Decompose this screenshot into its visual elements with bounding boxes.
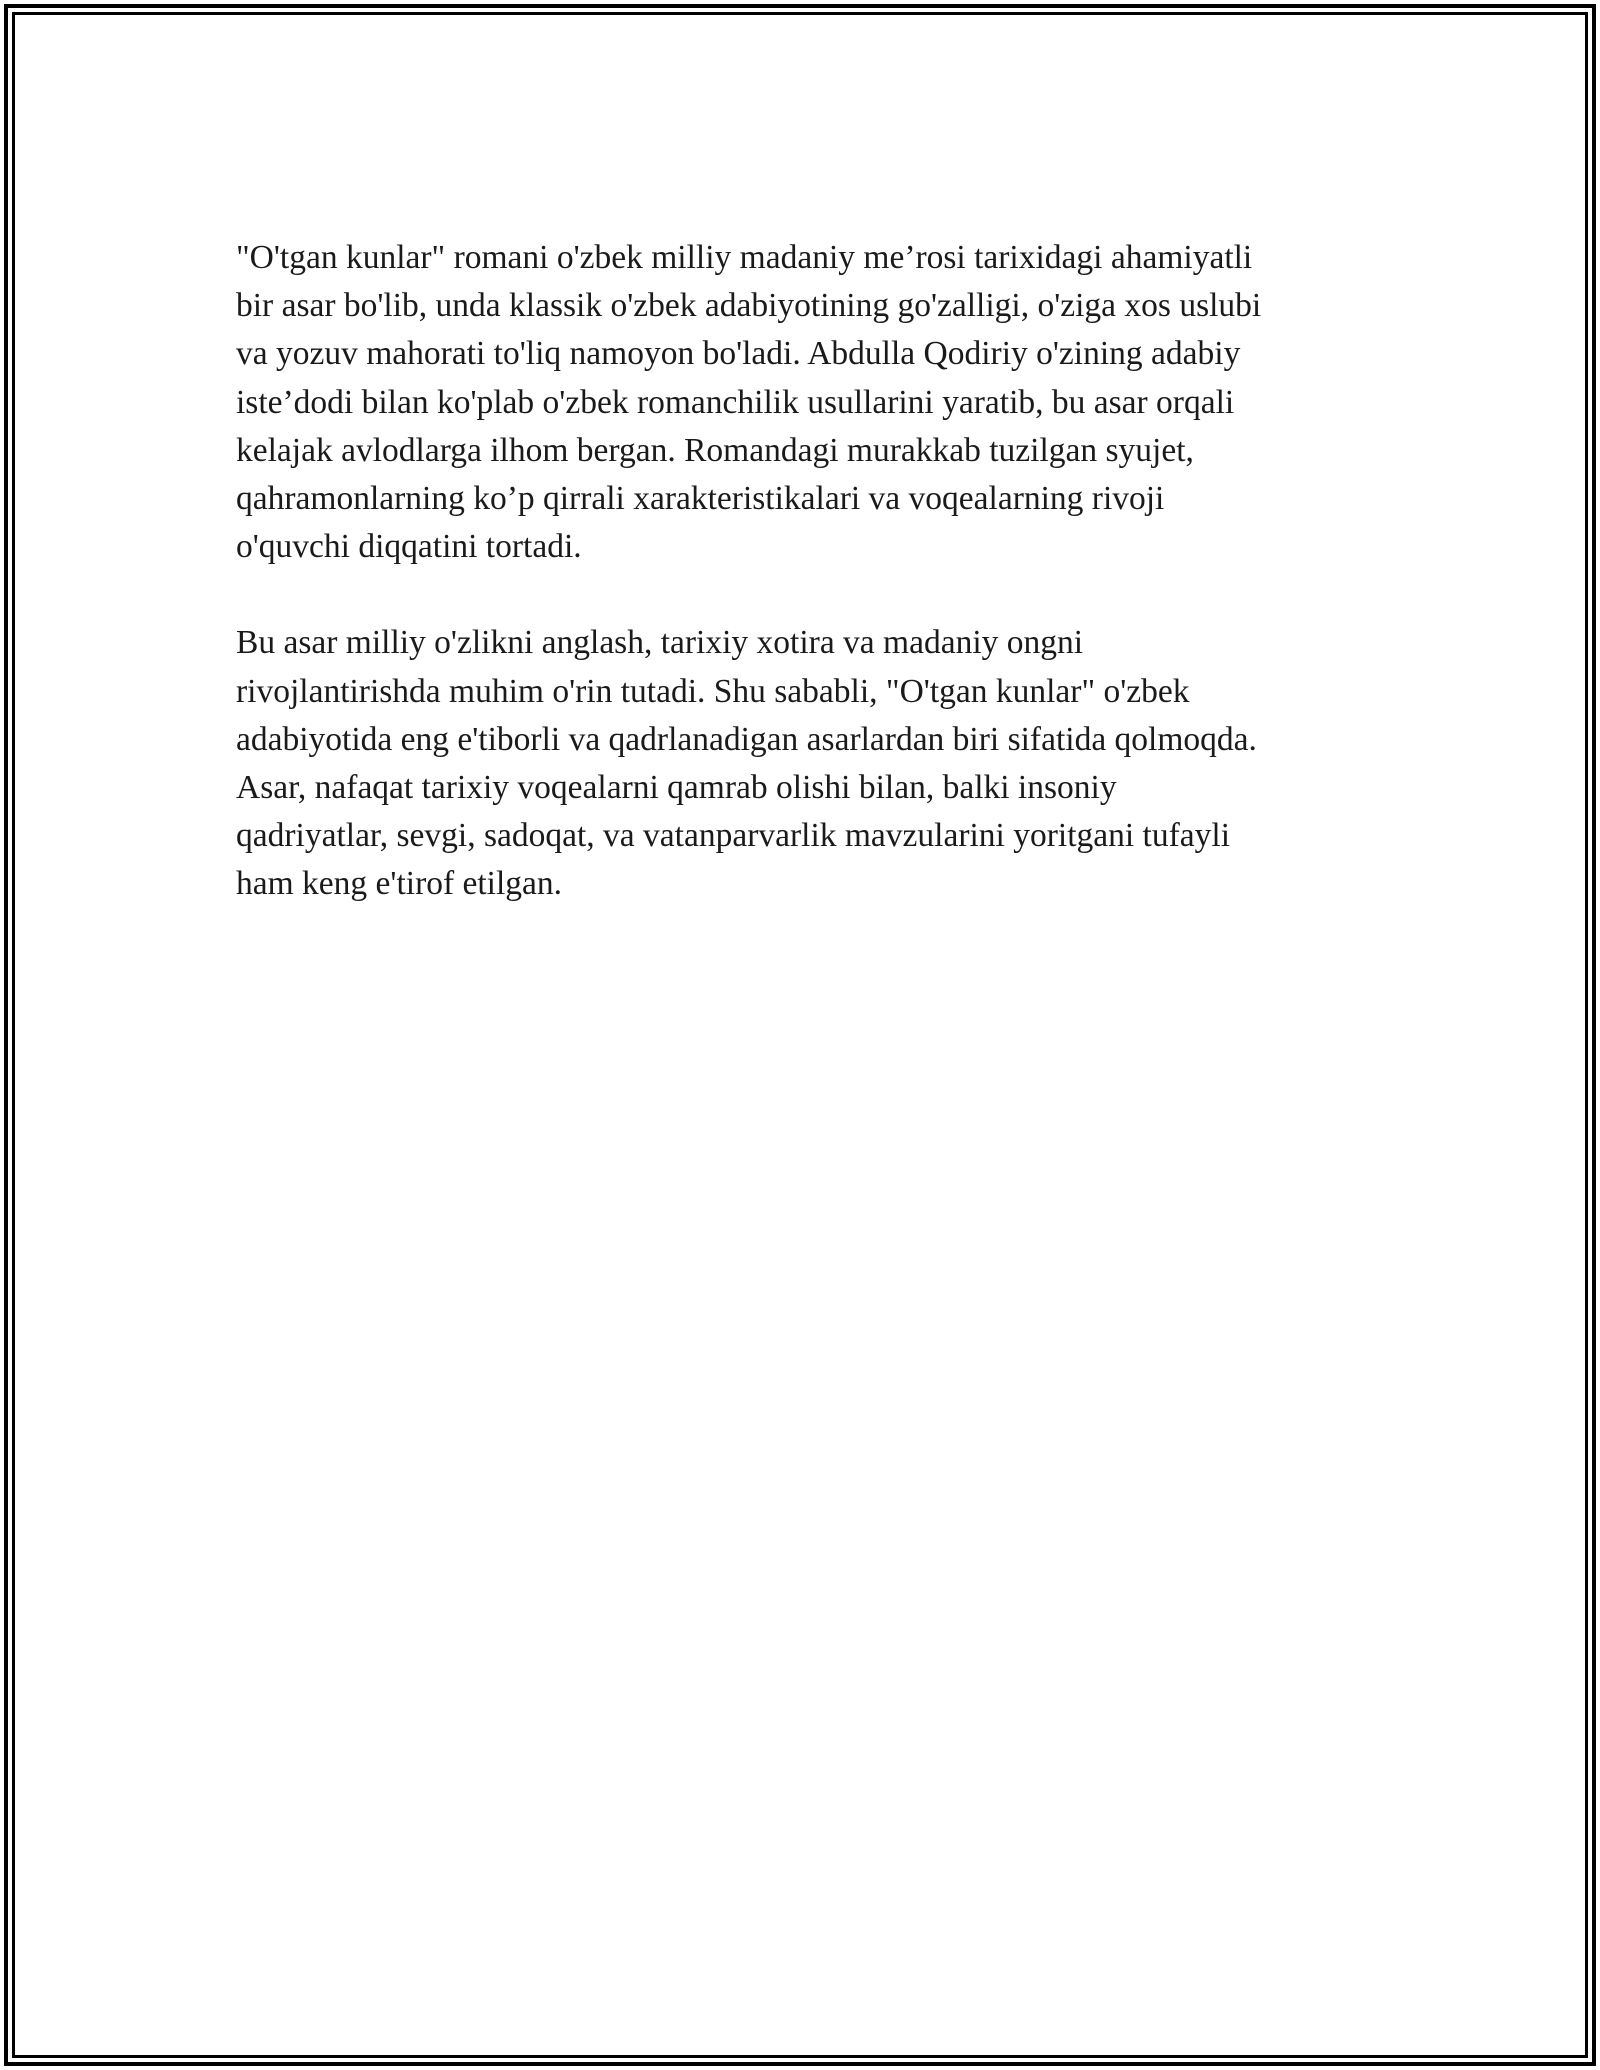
paragraph-1: "O'tgan kunlar" romani o'zbek milliy madaniy me’rosi tarixidagi ahamiyatli bir asar bo'lib, unda klassik o'zbek adabiyotining go'zalligi, o'ziga xos uslubi va yozuv mahorati to'liq namoyon bo'ladi. Abdulla Qodiriy o'zining adabiy iste’dodi bilan ko'plab o'zbek romanchilik usullarini yaratib, bu asar orqali kelajak avlodlarga ilhom bergan. Romandagi murakkab tuzilgan syujet, qahramonlarning ko’p qirrali xarakteristikalari va voqealarning rivoji o'quvchi diqqatini tortadi. [236,239,1262,566]
document-body [236,234,1386,909]
paragraph-2: Bu asar milliy o'zlikni anglash, tarixiy xotira va madaniy ongni rivojlantirishda muhim o'rin tutadi. Shu sababli, "O'tgan kunlar" o'zbek adabiyotida eng e'tiborli va qadrlanadigan asarlardan biri sifatida qolmoqda. Asar, nafaqat tarixiy voqealarni qamrab olishi bilan, balki insoniy qadriyatlar, sevgi, sadoqat, va vatanparvarlik mavzularini yoritgani tufayli ham keng e'tirof etilgan. [236,624,1257,903]
